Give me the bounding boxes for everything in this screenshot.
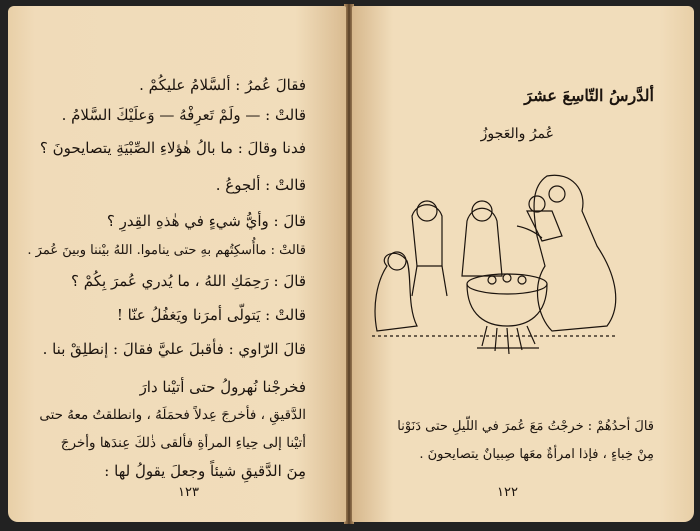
caption-line-2: مِنْ خِباءٍ ، فإذا امرأةٌ معَها صِبيانٌ يتصايحونَ . xyxy=(419,447,654,462)
left-line-5: قالَ : وأيُّ شيءٍ في هٰذهِ القِدرِ ؟ xyxy=(106,212,306,230)
left-page-number: ١٢٣ xyxy=(178,485,199,500)
left-line-13: مِنَ الدَّقيقِ شيئاً وجعلَ يقولُ لها : xyxy=(104,462,306,480)
left-line-3: فدنا وقالَ : ما بالُ هٰؤلاءِ الصِّبْيَةِ يتصايحونَ ؟ xyxy=(39,139,306,157)
right-page xyxy=(352,6,694,522)
lesson-subtitle: عُمرُ والعَجوزُ xyxy=(480,126,554,142)
left-line-12: أتيْنا إلى حِياءِ المرأةِ فألقى ذٰلكَ عِندَها وأخرجَ xyxy=(60,435,306,451)
left-line-2: قالتْ : — ولَمْ تَعرِفْهُ — وَعلَيْكَ السَّلامُ . xyxy=(61,106,306,124)
left-line-9: قالَ الرّاوي : فأقبلَ عليَّ فقالَ : إنطلِقْ بنا . xyxy=(42,340,306,358)
illustration-woman-children-pot-icon xyxy=(367,166,627,366)
lesson-title: ألدَّرسُ التّاسِعَ عشرَ xyxy=(524,86,654,105)
left-line-4: قالتْ : ألجوعُ . xyxy=(215,176,306,194)
left-line-7: قالَ : رَحِمَكِ اللهُ ، ما يُدري عُمرَ بِكُمْ ؟ xyxy=(71,272,306,290)
left-line-1: فقالَ عُمرُ : ألسَّلامُ عليكُمْ . xyxy=(139,76,306,94)
caption-line-1: قالَ أحدُهُمْ : خرجْتُ مَعَ عُمرَ في اللّيلِ حتى دَنَوْنا xyxy=(397,419,654,434)
left-page xyxy=(8,6,346,522)
left-line-6: قالتْ : ماأُسكِتُهم بهِ حتى يناموا. اللهُ بيْننا وبينَ عُمرَ . xyxy=(27,243,306,258)
left-line-10: فخرجْنا نُهرولُ حتى أتيْنا دارَ xyxy=(139,378,306,396)
right-page-number: ١٢٢ xyxy=(497,485,518,500)
left-line-8: قالتْ : يَتولّى أمرَنا ويَغفُلُ عنّا ! xyxy=(116,306,306,324)
left-line-11: الدَّقيقِ ، فأخرجَ عِدلاً فحمَلَهُ ، وانطلقتُ معهُ حتى xyxy=(39,407,306,423)
